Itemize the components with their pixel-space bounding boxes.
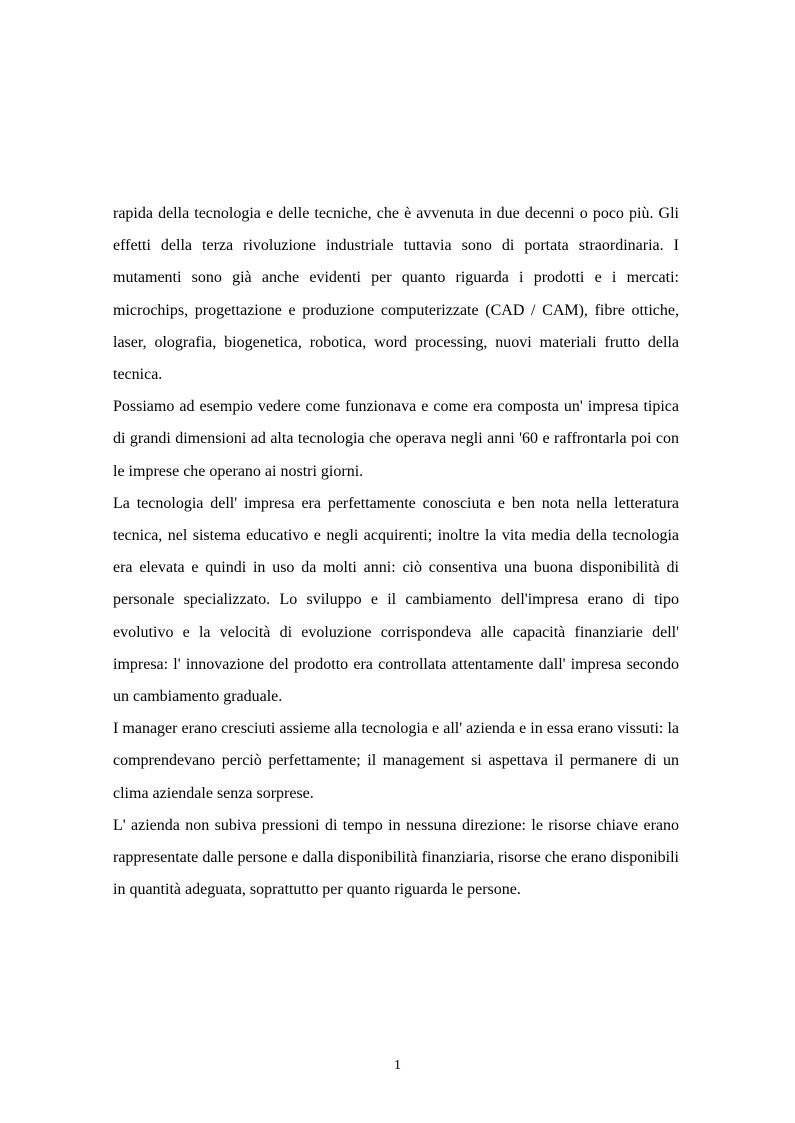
page-number: 1 — [394, 1058, 401, 1073]
paragraph-3: La tecnologia dell' impresa era perfettamente conosciuta e ben nota nella letteratura tecnica, nel sistema educativo e negli acquirenti; inoltre la vita media della tecnologia era elevata e quindi in uso da molti anni: ciò consentiva una buona disponibilità di personale specializzato. Lo sviluppo e il cambiamento dell'impresa erano di tipo evolutivo e la velocità di evoluzione corrispondeva alle capacità finanziarie dell' impresa: l' innovazione del prodotto era controllata attentamente dall' impresa secondo un cambiamento graduale. — [113, 494, 679, 706]
paragraph-2: Possiamo ad esempio vedere come funzionava e come era composta un' impresa tipica di grandi dimensioni ad alta tecnologia che operava negli anni '60 e raffrontarla poi con le imprese che operano ai nostri giorni. — [113, 398, 679, 480]
paragraph-1: rapida della tecnologia e delle tecniche, che è avvenuta in due decenni o poco più. Gli effetti della terza rivoluzione industriale tuttavia sono di portata straordinaria. I mutamenti sono già anche evidenti per quanto riguarda i prodotti e i mercati: microchips, progettazione e produzione computerizzate (CAD / CAM), fibre ottiche, laser, olografia, biogenetica, robotica, word processing, nuovi materiali frutto della tecnica. — [113, 205, 679, 384]
paragraph-5: L' azienda non subiva pressioni di tempo in nessuna direzione: le risorse chiave erano rappresentate dalle persone e dalla disponibilità finanziaria, risorse che erano disponibili in quantità adeguata, soprattutto per quanto riguarda le persone. — [113, 816, 679, 899]
document-body — [113, 198, 679, 906]
paragraph-4: I manager erano cresciuti assieme alla tecnologia e all' azienda e in essa erano vissuti: la comprendevano perciò perfettamente; il management si aspettava il permanere di un clima aziendale senza sorprese. — [113, 720, 679, 802]
